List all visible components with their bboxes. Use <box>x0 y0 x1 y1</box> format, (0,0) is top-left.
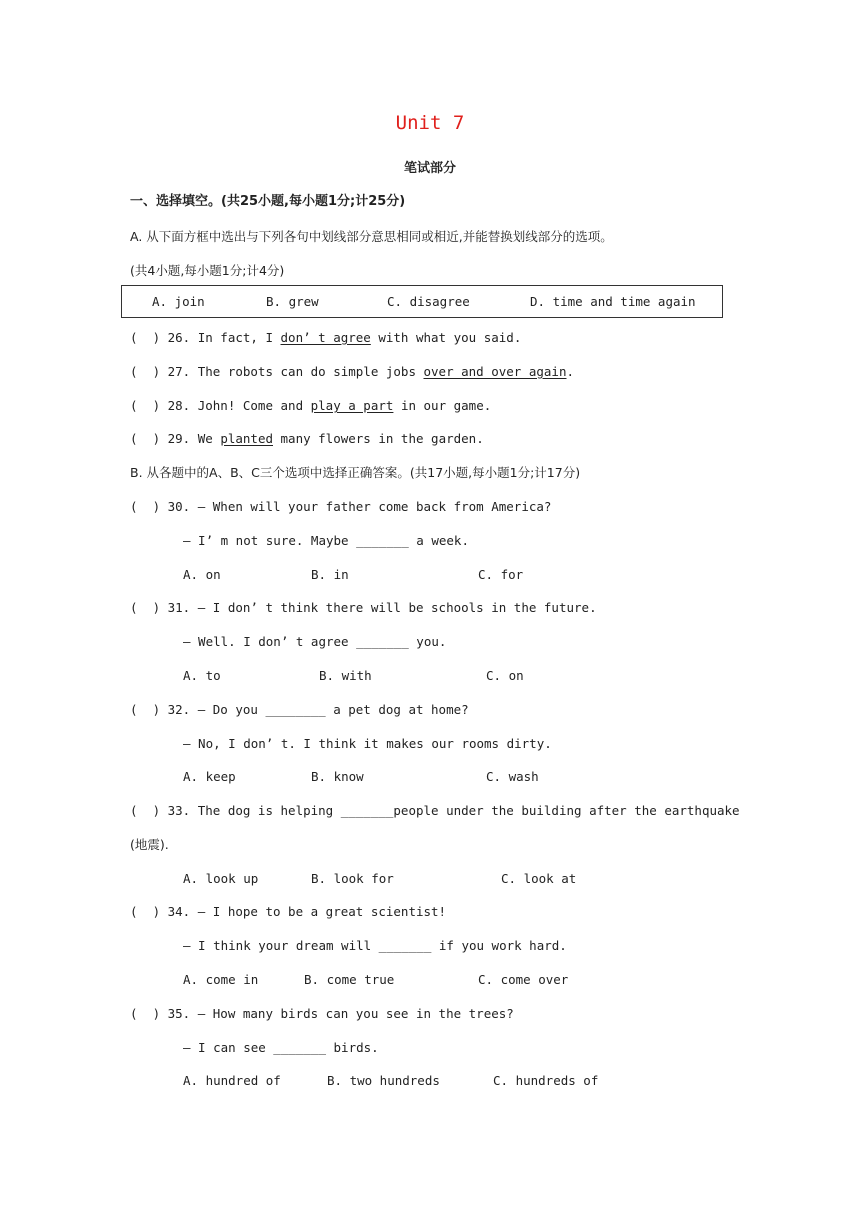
box-option: D. time and time again <box>530 294 696 309</box>
option-b: B. two hundreds <box>327 1073 440 1088</box>
question-34: ( ) 34. — I hope to be a great scientist! <box>130 904 447 919</box>
question-33: ( ) 33. The dog is helping _______people under the building after the earthquake <box>130 803 740 818</box>
option-a: A. keep <box>183 769 236 784</box>
answer-line-35: — I can see _______ birds. <box>183 1040 379 1055</box>
question-27: ( ) 27. The robots can do simple jobs over and over again. <box>130 364 575 379</box>
answer-line-31: — Well. I don’ t agree _______ you. <box>183 634 447 649</box>
answer-line-30: — I’ m not sure. Maybe _______ a week. <box>183 533 469 548</box>
option-a: A. come in <box>183 972 259 987</box>
part-b-instruction: B. 从各题中的A、B、C三个选项中选择正确答案。(共17小题,每小题1分;计17分) <box>130 465 581 480</box>
part-a-instruction-score: (共4小题,每小题1分;计4分) <box>130 263 285 278</box>
option-b: B. come true <box>304 972 395 987</box>
option-b: B. know <box>311 769 364 784</box>
box-option: C. disagree <box>387 294 470 309</box>
question-32: ( ) 32. — Do you ________ a pet dog at home? <box>130 702 469 717</box>
option-c: C. hundreds of <box>493 1073 599 1088</box>
option-c: C. look at <box>501 871 577 886</box>
box-option: B. grew <box>266 294 319 309</box>
page-title: Unit 7 <box>395 112 465 134</box>
option-a: A. look up <box>183 871 259 886</box>
word-box <box>121 285 723 318</box>
question-30: ( ) 30. — When will your father come back from America? <box>130 499 552 514</box>
answer-line-34: — I think your dream will _______ if you work hard. <box>183 938 567 953</box>
underlined-phrase: over and over again <box>423 364 567 379</box>
option-c: C. for <box>478 567 524 582</box>
option-b: B. in <box>311 567 349 582</box>
option-a: A. on <box>183 567 221 582</box>
option-c: C. come over <box>478 972 569 987</box>
question-28: ( ) 28. John! Come and play a part in our game. <box>130 398 492 413</box>
question-29: ( ) 29. We planted many flowers in the garden. <box>130 431 484 446</box>
question-35: ( ) 35. — How many birds can you see in the trees? <box>130 1006 514 1021</box>
part-a-instruction: A. 从下面方框中选出与下列各句中划线部分意思相同或相近,并能替换划线部分的选项。 <box>130 229 613 244</box>
underlined-phrase: don’ t agree <box>280 330 371 345</box>
answer-line-32: — No, I don’ t. I think it makes our rooms dirty. <box>183 736 552 751</box>
question-31: ( ) 31. — I don’ t think there will be schools in the future. <box>130 600 597 615</box>
option-a: A. hundred of <box>183 1073 281 1088</box>
box-option: A. join <box>152 294 205 309</box>
question-33-continued: (地震). <box>130 837 169 852</box>
option-c: C. wash <box>486 769 539 784</box>
option-b: B. look for <box>311 871 394 886</box>
option-b: B. with <box>319 668 372 683</box>
underlined-phrase: play a part <box>310 398 394 413</box>
option-c: C. on <box>486 668 524 683</box>
underlined-phrase: planted <box>220 431 273 446</box>
question-26: ( ) 26. In fact, I don’ t agree with what you said. <box>130 330 522 345</box>
section-heading: 一、选择填空。(共25小题,每小题1分;计25分) <box>130 194 406 209</box>
page-subtitle: 笔试部分 <box>403 161 456 176</box>
option-a: A. to <box>183 668 221 683</box>
